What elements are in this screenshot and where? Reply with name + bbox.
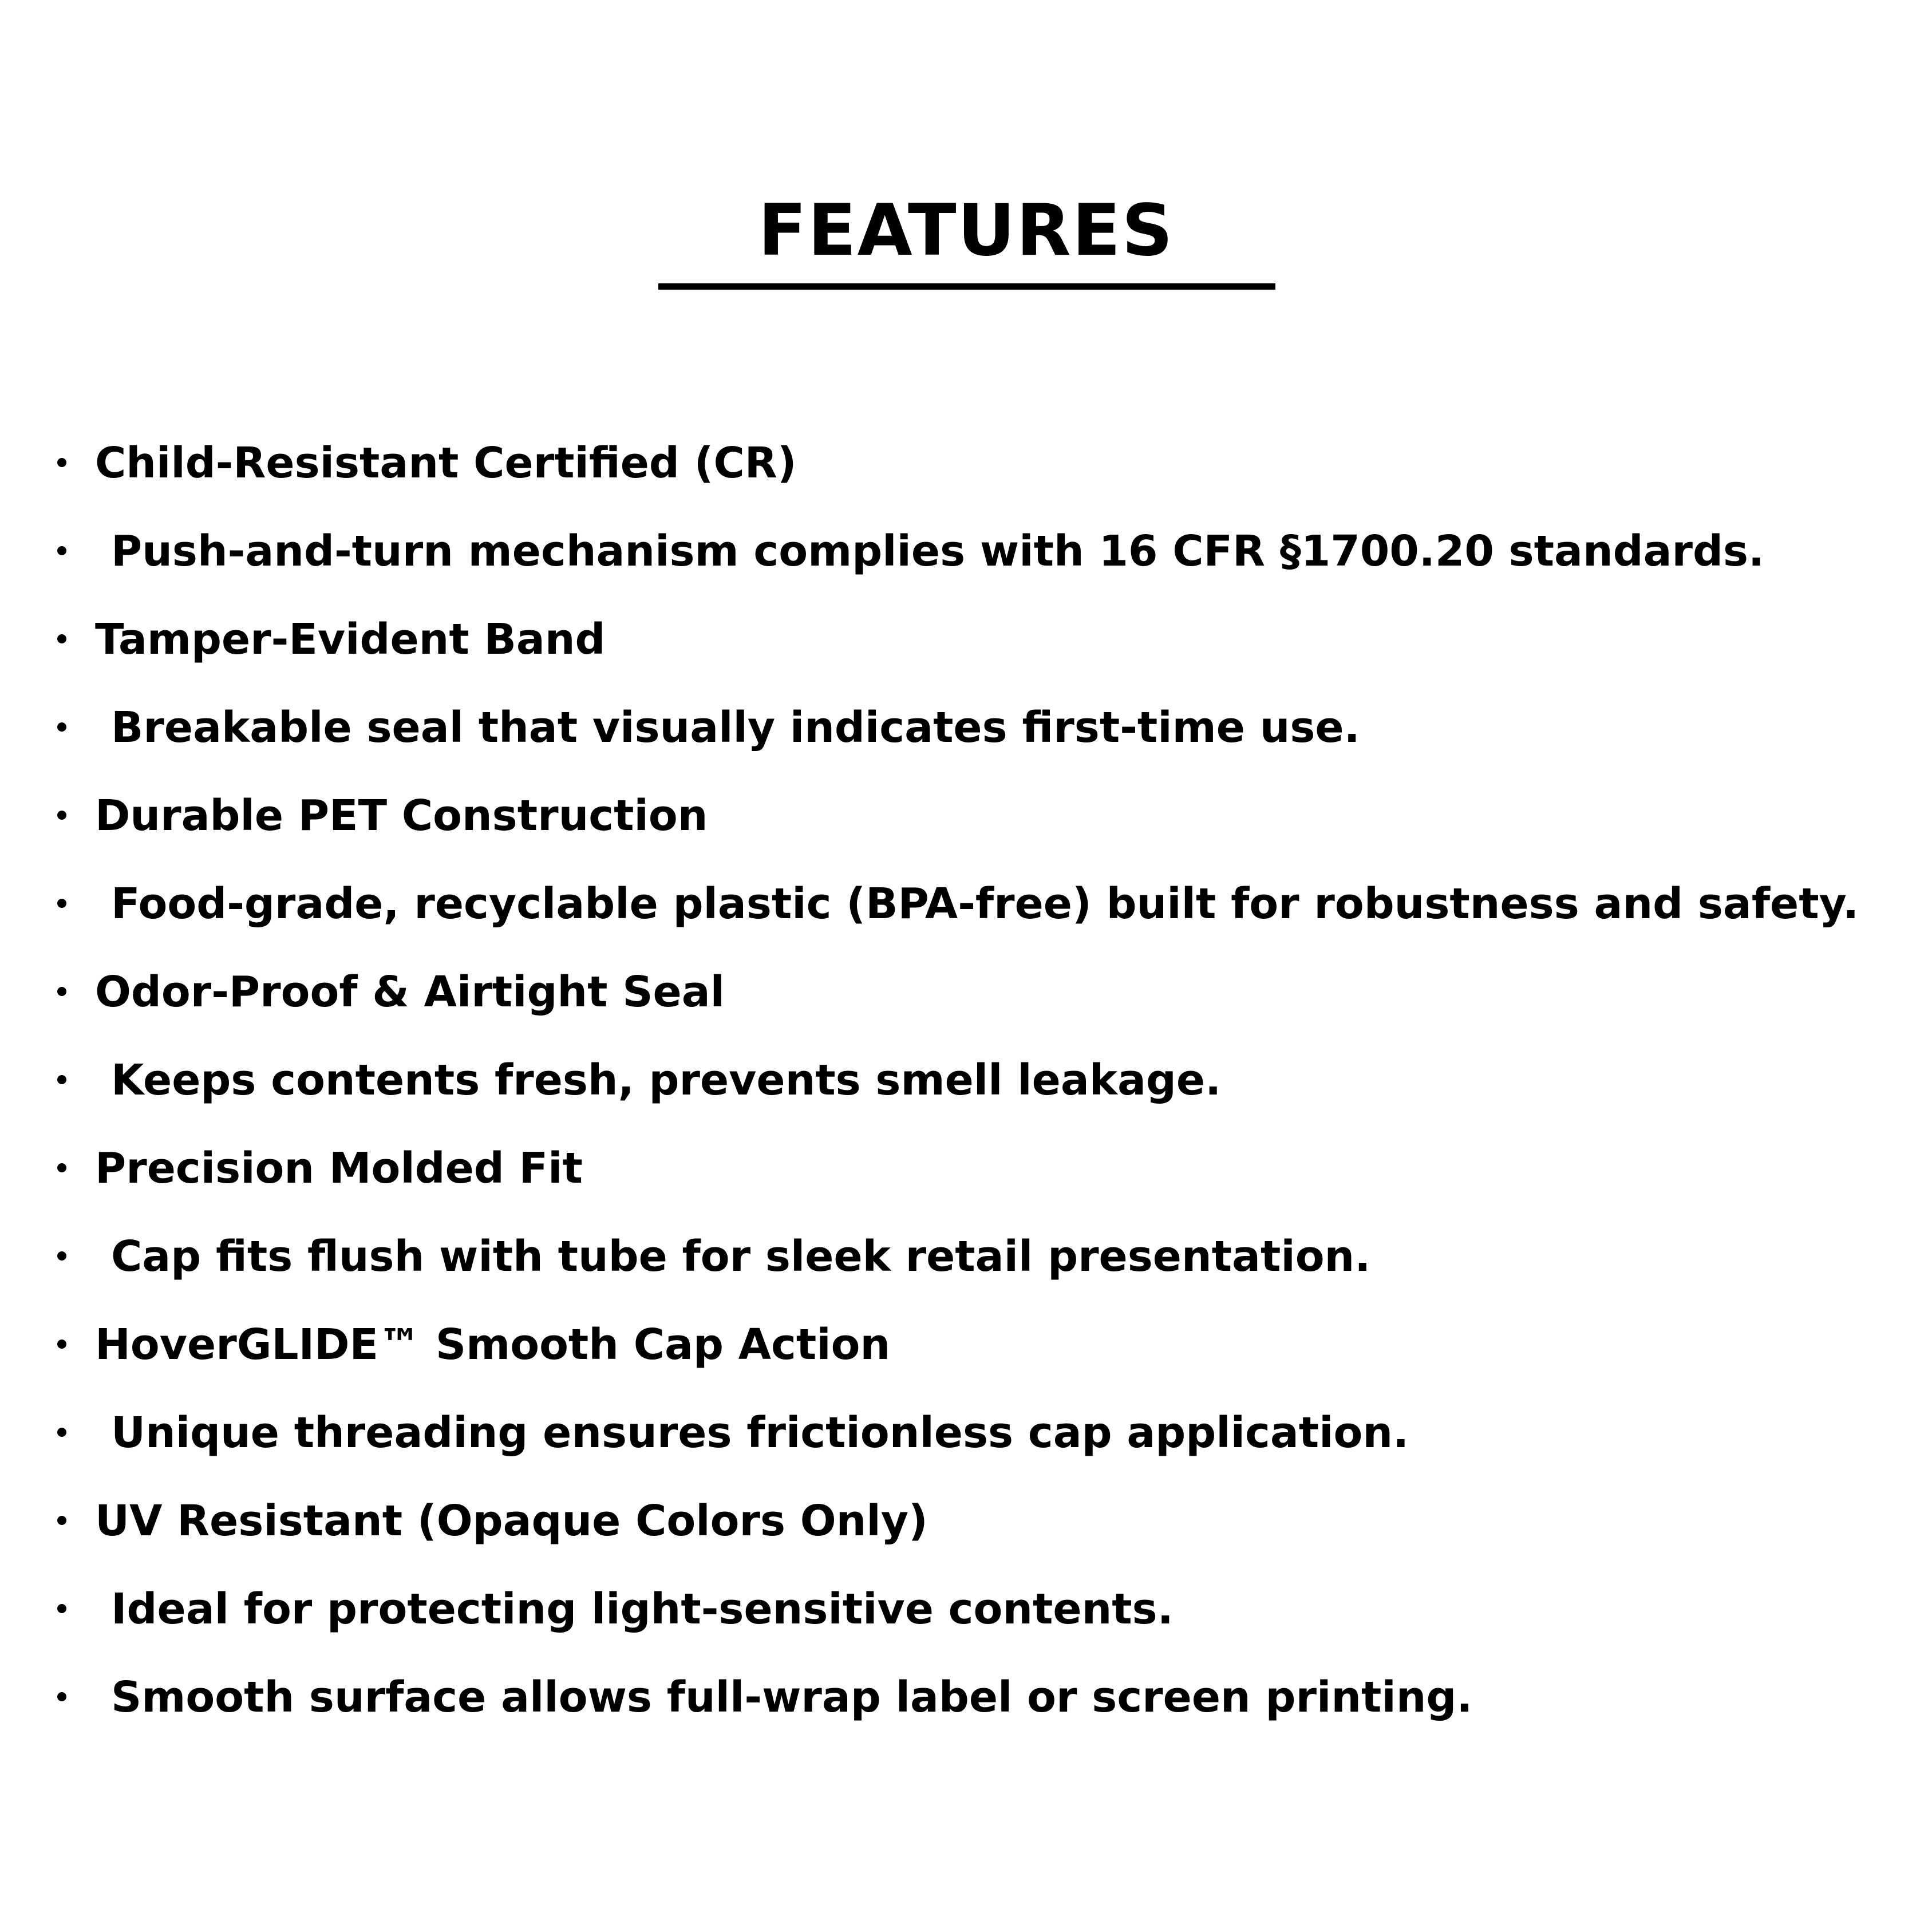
feature-heading: Precision Molded Fit	[95, 1144, 583, 1193]
feature-item	[0, 419, 1932, 507]
bullet-icon	[57, 634, 66, 643]
feature-item	[0, 772, 1932, 860]
feature-detail: Smooth surface allows full-wrap label or screen printing.	[111, 1673, 1473, 1722]
feature-item	[0, 595, 1932, 683]
bullet-icon	[57, 722, 66, 732]
feature-heading: Durable PET Construction	[95, 791, 708, 840]
feature-detail: Unique threading ensures frictionless cap application.	[111, 1408, 1409, 1457]
bullet-icon	[57, 1251, 66, 1261]
feature-heading: Odor-Proof & Airtight Seal	[95, 967, 725, 1017]
feature-item	[0, 948, 1932, 1036]
feature-detail: Food-grade, recyclable plastic (BPA-free) built for robustness and safety.	[111, 879, 1859, 929]
bullet-icon	[57, 987, 66, 996]
feature-detail: Push-and-turn mechanism complies with 16 CFR §1700.20 standards.	[111, 527, 1765, 576]
page-title: FEATURES	[758, 189, 1174, 272]
bullet-icon	[57, 458, 66, 467]
feature-detail: Breakable seal that visually indicates first-time use.	[111, 703, 1360, 752]
feature-heading: Tamper-Evident Band	[95, 615, 606, 664]
title-underline	[658, 283, 1275, 290]
feature-detail: Ideal for protecting light-sensitive contents.	[111, 1585, 1174, 1634]
feature-item	[0, 1389, 1932, 1477]
bullet-icon	[57, 1604, 66, 1613]
bullet-icon	[57, 811, 66, 820]
feature-list	[0, 419, 1932, 1741]
feature-item	[0, 507, 1932, 595]
bullet-icon	[57, 1428, 66, 1437]
bullet-icon	[57, 899, 66, 908]
feature-item	[0, 683, 1932, 772]
bullet-icon	[57, 1163, 66, 1172]
bullet-icon	[57, 1075, 66, 1084]
feature-heading: UV Resistant (Opaque Colors Only)	[95, 1496, 928, 1546]
feature-item	[0, 1124, 1932, 1212]
bullet-icon	[57, 546, 66, 555]
feature-item	[0, 1301, 1932, 1389]
feature-item	[0, 1653, 1932, 1741]
feature-detail: Keeps contents fresh, prevents smell leakage.	[111, 1056, 1222, 1105]
feature-item	[0, 860, 1932, 948]
feature-heading: Child-Resistant Certified (CR)	[95, 438, 797, 488]
bullet-icon	[57, 1516, 66, 1525]
feature-heading: HoverGLIDE™ Smooth Cap Action	[95, 1320, 891, 1369]
bullet-icon	[57, 1692, 66, 1701]
feature-item	[0, 1036, 1932, 1124]
feature-detail: Cap fits flush with tube for sleek retail presentation.	[111, 1232, 1371, 1281]
feature-item	[0, 1212, 1932, 1301]
feature-item	[0, 1477, 1932, 1565]
feature-item	[0, 1565, 1932, 1653]
bullet-icon	[57, 1340, 66, 1349]
